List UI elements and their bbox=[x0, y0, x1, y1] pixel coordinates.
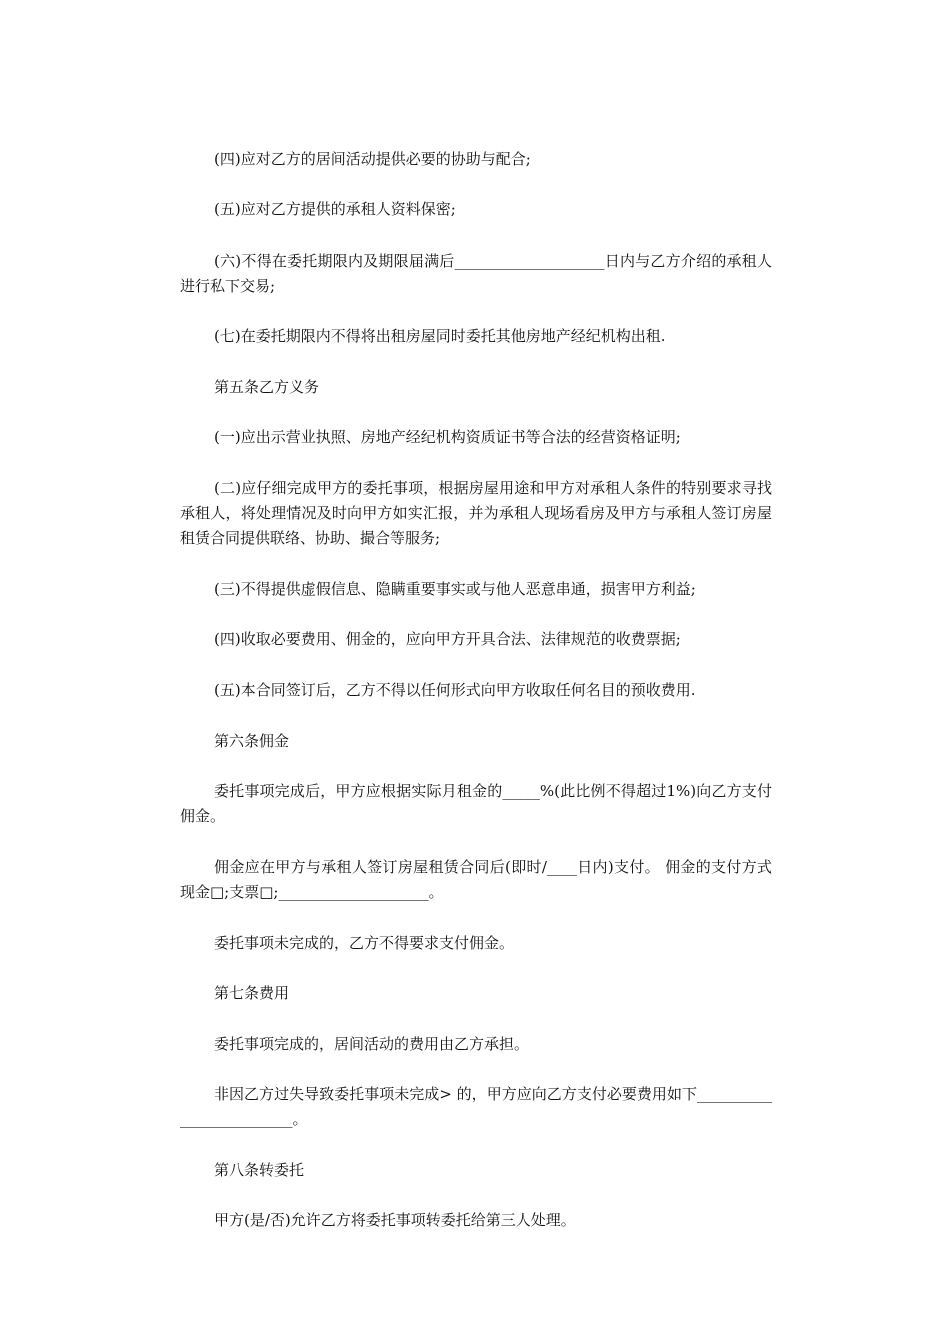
document-body bbox=[180, 147, 772, 1233]
commission-unfinished-clause: 委托事项未完成的，乙方不得要求支付佣金。 bbox=[214, 934, 515, 952]
article-8-heading: 第八条转委托 bbox=[214, 1161, 305, 1179]
expense-unfinished-clause: 非因乙方过失导致委托事项未完成> 的，甲方应向乙方支付必要费用如下_________________________。 bbox=[180, 1085, 772, 1128]
expense-completed-clause: 委托事项完成的，居间活动的费用由乙方承担。 bbox=[214, 1035, 530, 1053]
article-7-heading: 第七条费用 bbox=[214, 984, 290, 1002]
clause-5-5: (五)本合同签订后，乙方不得以任何形式向甲方收取任何名目的预收费用. bbox=[214, 681, 696, 699]
clause-5-3: (三)不得提供虚假信息、隐瞒重要事实或与他人恶意串通，损害甲方利益; bbox=[214, 580, 696, 598]
commission-rate-clause: 委托事项完成后，甲方应根据实际月租金的_____%(此比例不得超过1%)向乙方支付佣金。 bbox=[180, 782, 772, 825]
article-6-heading: 第六条佣金 bbox=[214, 732, 290, 750]
commission-payment-clause: 佣金应在甲方与承租人签订房屋租赁合同后(即时/____日内)支付。 佣金的支付方式现金□;支票□;____________________。 bbox=[180, 858, 772, 901]
clause-5-1: (一)应出示营业执照、房地产经纪机构资质证书等合法的经营资格证明; bbox=[214, 428, 681, 446]
article-5-heading: 第五条乙方义务 bbox=[214, 378, 320, 396]
clause-5-4: (四)收取必要费用、佣金的，应向甲方开具合法、法律规范的收费票据; bbox=[214, 630, 681, 648]
clause-4-5: (五)应对乙方提供的承租人资料保密; bbox=[214, 200, 456, 218]
subdelegation-clause: 甲方(是/否)允许乙方将委托事项转委托给第三人处理。 bbox=[214, 1211, 576, 1229]
clause-5-2: (二)应仔细完成甲方的委托事项，根据房屋用途和甲方对承租人条件的特别要求寻找承租人，将处理情况及时向甲方如实汇报，并为承租人现场看房及甲方与承租人签订房屋租赁合同提供联络、协助、撮合等服务; bbox=[180, 479, 772, 547]
clause-4-6: (六)不得在委托期限内及期限届满后____________________日内与乙方介绍的承租人进行私下交易; bbox=[180, 252, 772, 295]
clause-4-7: (七)在委托期限内不得将出租房屋同时委托其他房地产经纪机构出租. bbox=[214, 327, 666, 345]
clause-4-4: (四)应对乙方的居间活动提供必要的协助与配合; bbox=[214, 150, 531, 168]
